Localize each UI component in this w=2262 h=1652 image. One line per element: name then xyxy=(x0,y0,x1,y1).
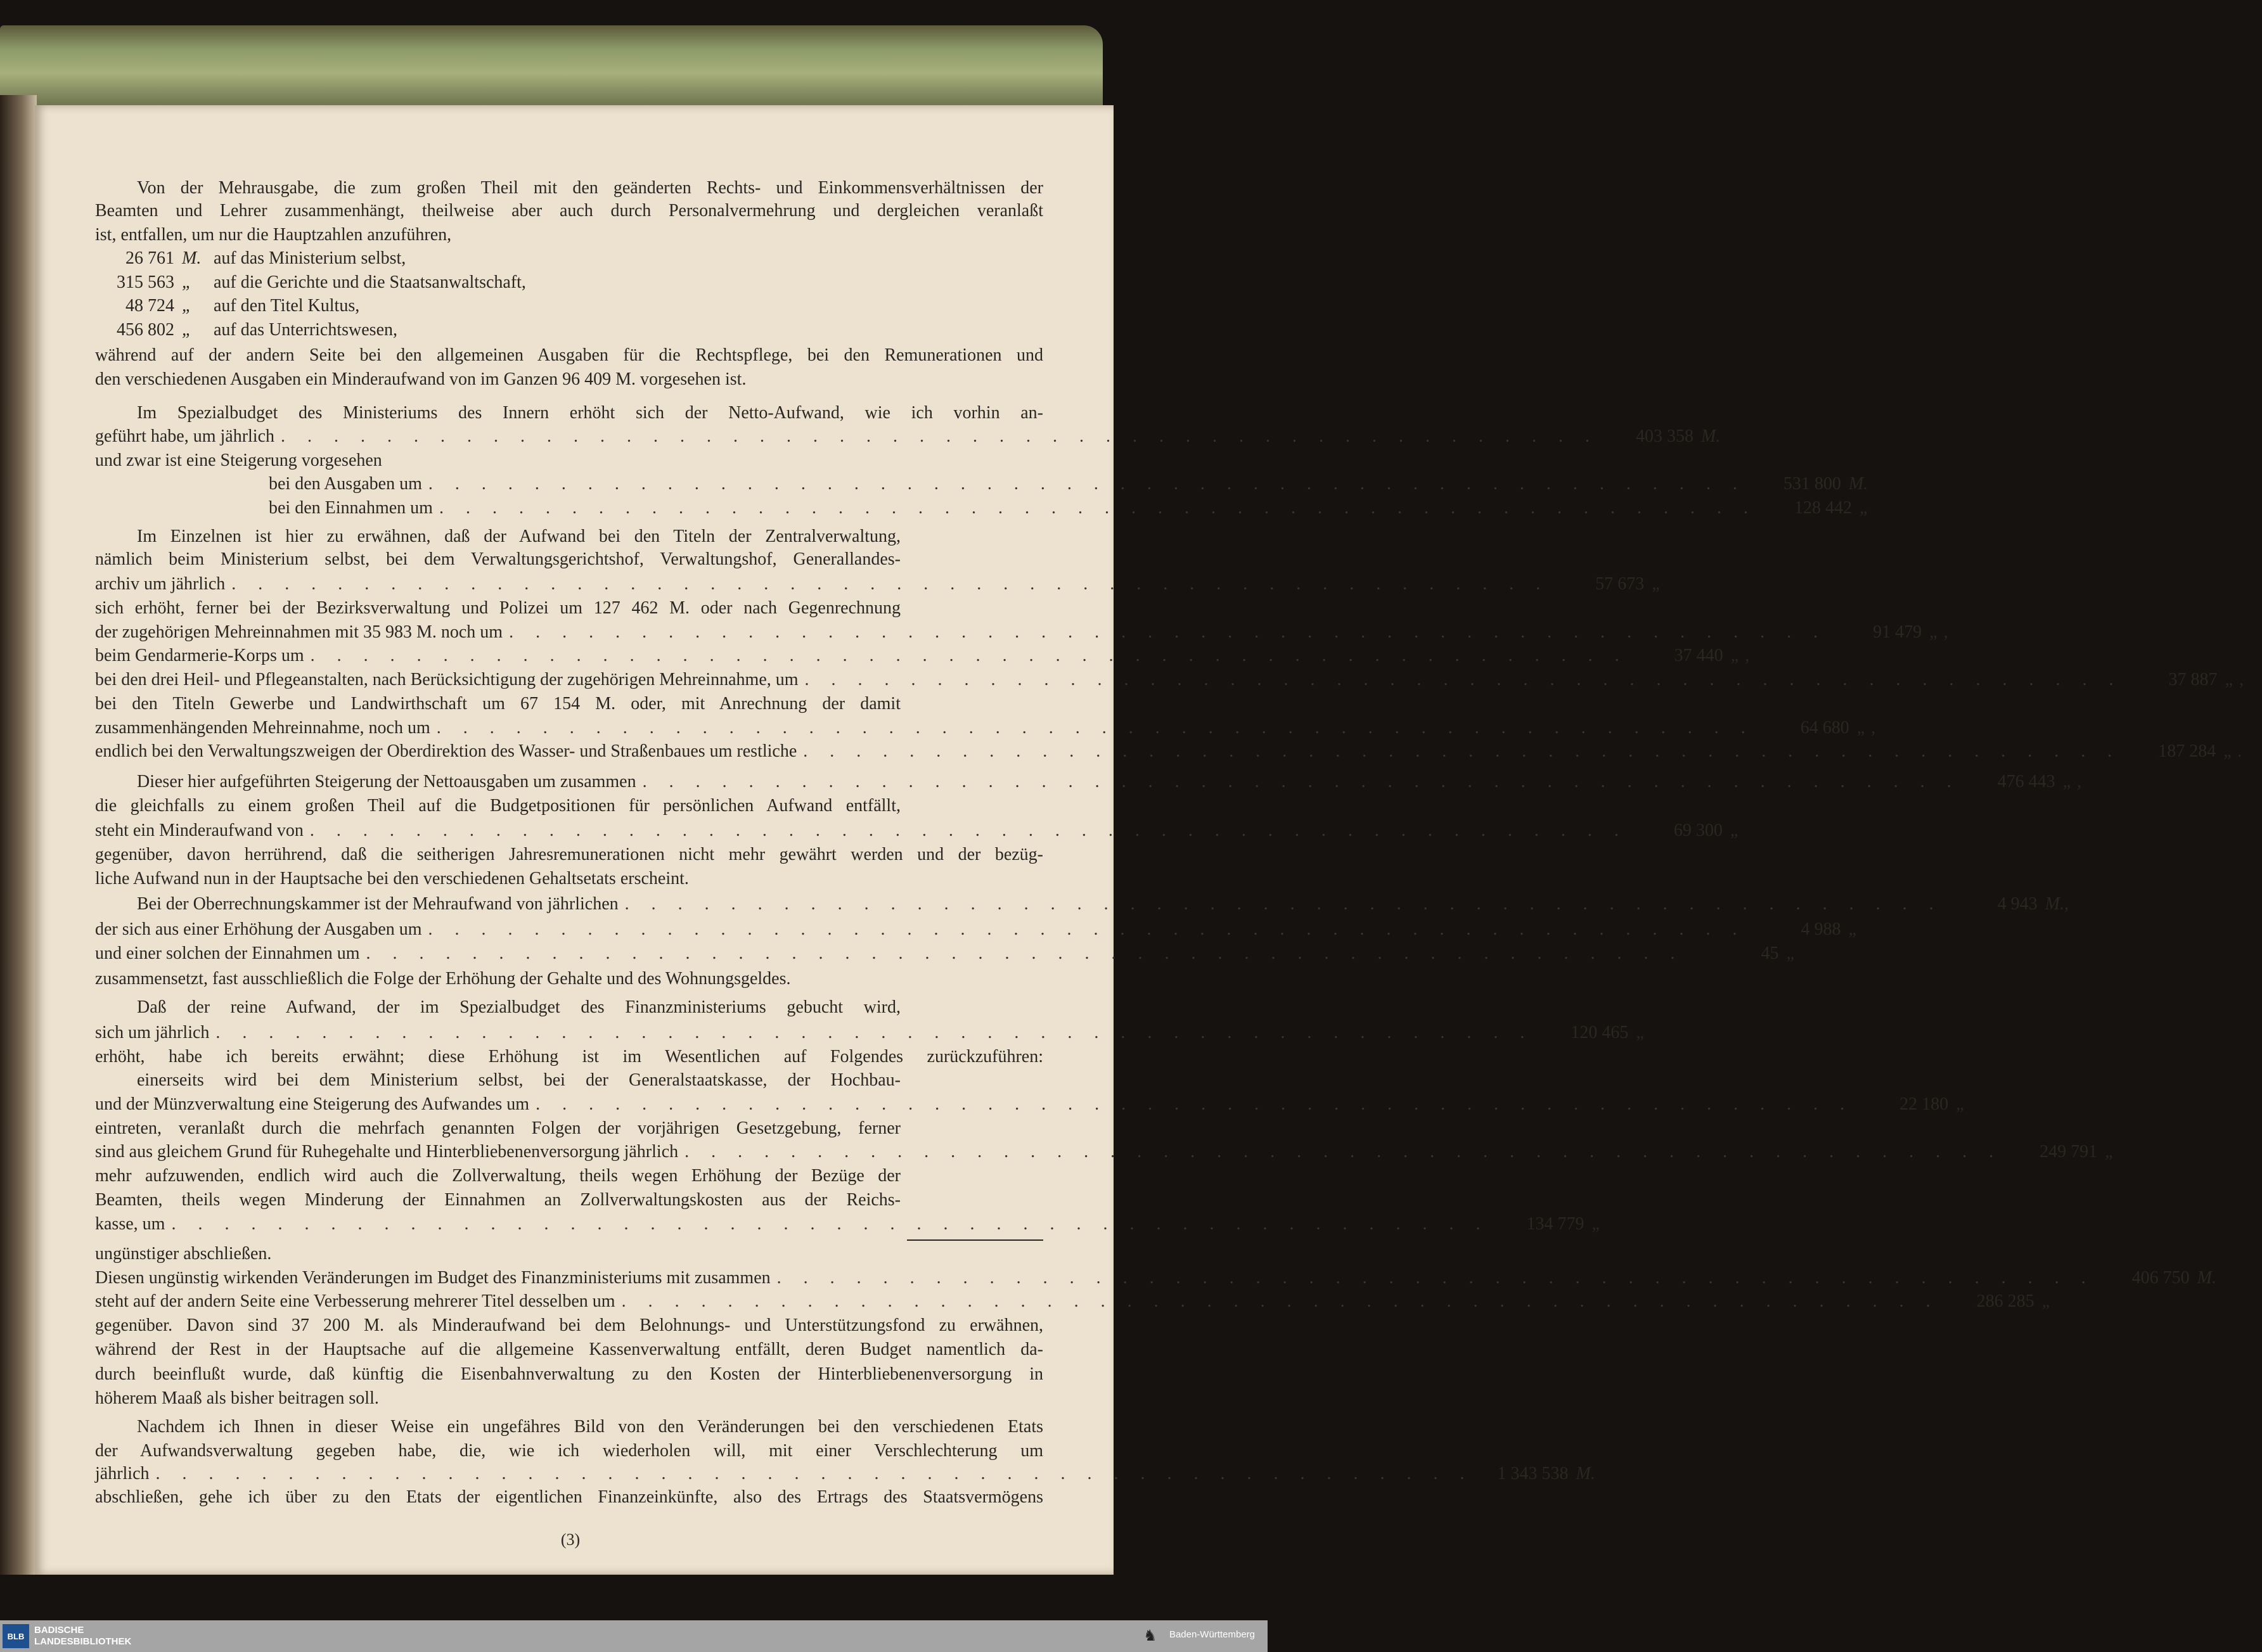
text-line xyxy=(137,527,901,549)
amount-value: 286 285 xyxy=(1976,1291,2034,1311)
text-line xyxy=(95,1364,1043,1387)
text-line xyxy=(269,473,1868,497)
line-text: erhöht, habe ich bereits erwähnt; diese Erhöhung ist im Wesentlichen auf Folgendes zurückzuführen: xyxy=(95,1047,1043,1067)
dot-leader: . . . . . . . . . . . . . . . . . . . . . . . . . . . . . . . . . . . . . . . . . . . . . . . . . . xyxy=(439,497,1757,518)
text-line xyxy=(95,549,901,572)
dot-leader: . . . . . . . . . . . . . . . . . . . . . . . . . . . . . . . . . . . . . . . . . . . . . . . . . . xyxy=(509,622,1827,643)
line-text: Daß der reine Aufwand, der im Spezialbudget des Finanzministeriums gebucht wird, xyxy=(137,997,901,1017)
line-text: und der Münzverwaltung eine Steigerung des Aufwandes um xyxy=(95,1094,530,1114)
text-line xyxy=(95,1190,901,1213)
amount-value: 48 724 xyxy=(125,295,174,316)
text-line xyxy=(95,669,2244,693)
line-text: nämlich beim Ministerium selbst, bei dem Verwaltungsgerichtshof, Verwaltungshof, Generallandes- xyxy=(95,549,901,570)
text-line xyxy=(137,997,901,1020)
line-text: geführt habe, um jährlich xyxy=(95,426,275,446)
text-line xyxy=(95,1340,1043,1362)
text-line xyxy=(95,451,1043,473)
line-text: bei den Ausgaben um xyxy=(269,473,422,494)
line-text: Von der Mehrausgabe, die zum großen Theil mit den geänderten Rechts- und Einkommensverhältnissen der xyxy=(137,177,1043,198)
amount-value: 1 343 538 xyxy=(1497,1464,1569,1484)
amount-value: 69 300 xyxy=(1673,820,1723,840)
currency-unit: „ . xyxy=(2223,741,2242,761)
text-line xyxy=(95,969,1043,992)
currency-unit: „ xyxy=(1730,820,1740,840)
text-line xyxy=(95,820,1740,843)
line-text: abschließen, gehe ich über zu den Etats der eigentlichen Finanzeinkünfte, also des Ertrags des Staatsvermögens xyxy=(95,1487,1043,1508)
text-line xyxy=(95,598,901,621)
line-text: steht auf der andern Seite eine Verbesserung mehrerer Titel desselben um xyxy=(95,1291,615,1311)
text-line xyxy=(137,1417,1043,1440)
currency-unit: „ xyxy=(182,320,192,340)
line-text: eintreten, veranlaßt durch die mehrfach genannten Folgen der vorjährigen Gesetzgebung, ferner xyxy=(95,1118,901,1139)
currency-unit: M. xyxy=(1701,426,1721,446)
dot-leader: . . . . . . . . . . . . . . . . . . . . . . . . . . . . . . . . . . . . . . . . . . . . . . . . . . xyxy=(804,669,2123,689)
currency-unit: „ , xyxy=(2062,772,2082,792)
state-name[interactable]: Baden-Württemberg xyxy=(1169,1629,1255,1640)
currency-unit: „ xyxy=(2105,1141,2115,1162)
amount-value: 403 358 xyxy=(1636,426,1694,446)
amount-value: 4 988 xyxy=(1801,919,1841,939)
currency-unit: „ xyxy=(182,295,192,316)
text-line xyxy=(95,1094,1966,1117)
amount-value: 456 802 xyxy=(117,320,174,340)
amount-value: 249 791 xyxy=(2040,1141,2098,1162)
line-text: bei den Einnahmen um xyxy=(269,497,433,518)
amount-value: 120 465 xyxy=(1571,1022,1629,1042)
text-line xyxy=(95,944,1797,966)
text-line xyxy=(95,1244,1043,1267)
dot-leader: . . . . . . . . . . . . . . . . . . . . . . . . . . . . . . . . . . . . . . . . . . . . . . . . . . xyxy=(310,645,1628,665)
text-line xyxy=(137,772,2082,795)
line-text: auf das Unterrichtswesen, xyxy=(214,320,398,340)
amount-value: 315 563 xyxy=(117,272,174,293)
dot-leader: . . . . . . . . . . . . . . . . . . . . . . . . . . . . . . . . . . . . . . . . . . . . . . . . . . xyxy=(366,944,1684,964)
text-line xyxy=(95,1141,2115,1165)
amount-value: 476 443 xyxy=(1997,772,2055,792)
dot-leader: . . . . . . . . . . . . . . . . . . . . . . . . . . . . . . . . . . . . . . . . . . . . . . . . . . xyxy=(624,894,1943,914)
text-line xyxy=(95,1268,2216,1291)
text-line xyxy=(95,718,1876,741)
dot-leader: . . . . . . . . . . . . . . . . . . . . . . . . . . . . . . . . . . . . . . . . . . . . . . . . . . xyxy=(155,1464,1474,1484)
line-text: auf den Titel Kultus, xyxy=(214,295,360,316)
line-text: Beamten, theils wegen Minderung der Einnahmen an Zollverwaltungskosten aus der Reichs- xyxy=(95,1190,901,1210)
currency-unit: „ , xyxy=(1929,622,1948,643)
line-text: der Aufwandsverwaltung gegeben habe, die, wie ich wiederholen will, mit einer Verschlechterung um xyxy=(95,1440,1043,1461)
line-text: endlich bei den Verwaltungszweigen der Oberdirektion des Wasser- und Straßenbaues um restliche xyxy=(95,741,797,761)
currency-unit: „ xyxy=(2041,1291,2052,1311)
text-line xyxy=(137,894,2069,917)
line-text: und zwar ist eine Steigerung vorgesehen xyxy=(95,451,382,471)
line-text: der zugehörigen Mehreinnahmen mit 35 983 M. noch um xyxy=(95,622,503,643)
line-text: Nachdem ich Ihnen in dieser Weise ein ungefähres Bild von den Veränderungen bei den verschiedenen Etats xyxy=(137,1416,1043,1437)
line-text: die gleichfalls zu einem großen Theil auf die Budgetpositionen für persönlichen Aufwand entfällt, xyxy=(95,796,901,816)
page-number: (3) xyxy=(560,1530,581,1549)
line-text: sind aus gleichem Grund für Ruhegehalte und Hinterbliebenenversorgung jährlich xyxy=(95,1141,679,1162)
text-line xyxy=(95,225,1043,248)
text-line xyxy=(95,1291,2052,1314)
line-text: Diesen ungünstig wirkenden Veränderungen im Budget des Finanzministeriums mit zusammen xyxy=(95,1268,771,1288)
text-line xyxy=(89,296,1037,319)
line-text: Im Einzelnen ist hier zu erwähnen, daß der Aufwand bei den Titeln der Zentralverwaltung, xyxy=(137,526,901,546)
line-text: auf das Ministerium selbst, xyxy=(214,248,406,268)
currency-unit: „ , xyxy=(1730,645,1750,665)
text-line xyxy=(95,694,901,717)
text-line xyxy=(95,622,1948,645)
text-line xyxy=(95,345,1043,368)
line-text: gegenüber. Davon sind 37 200 M. als Minderaufwand bei dem Belohnungs- und Unterstützungsfond zu erwähnen, xyxy=(95,1316,1043,1336)
line-text: einerseits wird bei dem Ministerium selbst, bei der Generalstaatskasse, der Hochbau- xyxy=(137,1070,901,1090)
amount-value: 4 943 xyxy=(1997,894,2038,914)
line-text: sich erhöht, ferner bei der Bezirksverwaltung und Polizei um 127 462 M. oder nach Gegenrechnung xyxy=(95,598,901,618)
currency-unit: M. xyxy=(182,248,202,268)
text-line xyxy=(95,573,1662,597)
dot-leader: . . . . . . . . . . . . . . . . . . . . . . . . . . . . . . . . . . . . . . . . . . . . . . . . . . xyxy=(215,1022,1534,1042)
library-name-line1: BADISCHE xyxy=(34,1625,84,1636)
footer-bar xyxy=(0,1620,1268,1652)
line-text: während der Rest in der Hauptsache auf die allgemeine Kassenverwaltung entfällt, deren Budget namentlich da- xyxy=(95,1340,1043,1360)
line-text: mehr aufzuwenden, endlich wird auch die Zollverwaltung, theils wegen Erhöhung der Bezüge der xyxy=(95,1166,901,1186)
blb-logo[interactable]: BLB xyxy=(3,1624,29,1648)
text-line xyxy=(95,796,901,819)
dot-leader: . . . . . . . . . . . . . . . . . . . . . . . . . . . . . . . . . . . . . . . . . . . . . . . . . . xyxy=(428,919,1746,939)
line-text: jährlich xyxy=(95,1464,150,1484)
text-line xyxy=(95,1464,1595,1487)
text-line xyxy=(269,497,1870,521)
amount-value: 187 284 xyxy=(2158,741,2216,761)
amount-value: 91 479 xyxy=(1873,622,1922,643)
text-line xyxy=(95,1441,1043,1464)
line-text: durch beeinflußt wurde, daß künftig die Eisenbahnverwaltung zu den Kosten der Hinterbliebenenversorgung in xyxy=(95,1364,1043,1384)
amount-value: 128 442 xyxy=(1794,497,1852,518)
amount-value: 37 887 xyxy=(2168,669,2218,689)
amount-value: 406 750 xyxy=(2131,1268,2190,1288)
amount-value: 37 440 xyxy=(1674,645,1723,665)
line-text: gegenüber, davon herrührend, daß die seitherigen Jahresremunerationen nicht mehr gewährt werden und der bezüg- xyxy=(95,844,1043,864)
line-text: sich um jährlich xyxy=(95,1022,210,1042)
line-text: ungünstiger abschließen. xyxy=(95,1244,272,1264)
text-line xyxy=(95,919,1859,942)
line-text: den verschiedenen Ausgaben ein Minderaufwand von im Ganzen 96 409 M. vorgesehen ist. xyxy=(95,369,747,390)
amount-value: 134 779 xyxy=(1526,1214,1584,1234)
dot-leader: . . . . . . . . . . . . . . . . . . . . . . . . . . . . . . . . . . . . . . . . . . . . . . . . . . xyxy=(231,573,1550,594)
text-line xyxy=(95,869,1043,892)
text-line xyxy=(95,1047,1043,1070)
currency-unit: M. xyxy=(2197,1268,2216,1288)
dot-leader: . . . . . . . . . . . . . . . . . . . . . . . . . . . . . . . . . . . . . . . . . . . . . . . . . . xyxy=(776,1268,2095,1288)
library-name xyxy=(34,1625,131,1648)
line-text: Bei der Oberrechnungskammer ist der Mehraufwand von jährlichen xyxy=(137,894,619,914)
dot-leader: . . . . . . . . . . . . . . . . . . . . . . . . . . . . . . . . . . . . . . . . . . . . . . . . . . xyxy=(171,1214,1489,1234)
text-line xyxy=(95,1316,1043,1338)
line-text: höherem Maaß als bisher beitragen soll. xyxy=(95,1388,379,1408)
currency-unit: M. xyxy=(1576,1464,1595,1484)
text-line xyxy=(95,426,1721,449)
text-line xyxy=(95,1166,901,1189)
line-text: steht ein Minderaufwand von xyxy=(95,820,304,840)
line-text: und einer solchen der Einnahmen um xyxy=(95,944,360,964)
text-line xyxy=(89,272,1037,295)
dot-leader: . . . . . . . . . . . . . . . . . . . . . . . . . . . . . . . . . . . . . . . . . . . . . . . . . . xyxy=(281,426,1599,446)
amount-value: 22 180 xyxy=(1899,1094,1949,1114)
currency-unit: „ xyxy=(1859,497,1870,518)
currency-unit: „ , xyxy=(2225,669,2244,689)
text-line xyxy=(137,178,1043,201)
currency-unit: „ xyxy=(1956,1094,1966,1114)
currency-unit: M. xyxy=(1848,473,1868,494)
amount-value: 64 680 xyxy=(1800,718,1849,738)
text-line xyxy=(95,1388,1043,1411)
text-line xyxy=(95,1487,1043,1510)
line-text: bei den drei Heil- und Pflegeanstalten, nach Berücksichtigung der zugehörigen Mehreinnahme, um xyxy=(95,669,799,689)
book-top-edge xyxy=(0,25,1103,105)
line-text: auf die Gerichte und die Staatsanwaltschaft, xyxy=(214,272,526,293)
currency-unit: „ xyxy=(1636,1022,1646,1042)
text-line xyxy=(95,1118,901,1141)
currency-unit: „ xyxy=(1786,944,1797,964)
line-text: liche Aufwand nun in der Hauptsache bei den verschiedenen Gehaltsetats erscheint. xyxy=(95,869,689,889)
dot-leader: . . . . . . . . . . . . . . . . . . . . . . . . . . . . . . . . . . . . . . . . . . . . . . . . . . xyxy=(803,741,2121,761)
text-line xyxy=(89,248,1037,271)
amount-value: 57 673 xyxy=(1595,573,1645,594)
text-line xyxy=(137,403,1043,426)
currency-unit: „ xyxy=(1652,573,1662,594)
line-text: zusammenhängenden Mehreinnahme, noch um xyxy=(95,718,430,738)
amount-value: 26 761 xyxy=(125,248,174,268)
dot-leader: . . . . . . . . . . . . . . . . . . . . . . . . . . . . . . . . . . . . . . . . . . . . . . . . . . xyxy=(621,1291,1939,1311)
line-text: ist, entfallen, um nur die Hauptzahlen anzuführen, xyxy=(95,225,452,245)
text-line xyxy=(95,201,1043,224)
library-name-line2: LANDESBIBLIOTHEK xyxy=(34,1636,132,1647)
state-lion-icon: ♞ xyxy=(1143,1628,1157,1644)
line-text: kasse, um xyxy=(95,1214,165,1234)
line-text: Beamten und Lehrer zusammenhängt, theilweise aber auch durch Personalvermehrung und dergleichen veranlaßt xyxy=(95,201,1043,221)
dot-leader: . . . . . . . . . . . . . . . . . . . . . . . . . . . . . . . . . . . . . . . . . . . . . . . . . . xyxy=(309,820,1628,840)
dot-leader: . . . . . . . . . . . . . . . . . . . . . . . . . . . . . . . . . . . . . . . . . . . . . . . . . . xyxy=(684,1141,2003,1162)
currency-unit: „ , xyxy=(1856,718,1876,738)
dot-leader: . . . . . . . . . . . . . . . . . . . . . . . . . . . . . . . . . . . . . . . . . . . . . . . . . . xyxy=(536,1094,1854,1114)
text-line xyxy=(89,320,1037,343)
line-text: der sich aus einer Erhöhung der Ausgaben um xyxy=(95,919,422,939)
text-line xyxy=(95,845,1043,868)
currency-unit: „ xyxy=(182,272,192,293)
currency-unit: M., xyxy=(2045,894,2069,914)
left-page-edge xyxy=(0,95,37,1575)
text-line xyxy=(95,1022,1646,1046)
currency-unit: „ xyxy=(1591,1214,1602,1234)
text-line xyxy=(95,645,1750,669)
currency-unit: „ xyxy=(1848,919,1859,939)
line-text: bei den Titeln Gewerbe und Landwirthschaft um 67 154 M. oder, mit Anrechnung der damit xyxy=(95,694,901,714)
line-text: zusammensetzt, fast ausschließlich die Folge der Erhöhung der Gehalte und des Wohnungsgeldes. xyxy=(95,969,791,989)
dot-leader: . . . . . . . . . . . . . . . . . . . . . . . . . . . . . . . . . . . . . . . . . . . . . . . . . . xyxy=(428,473,1746,494)
line-text: archiv um jährlich xyxy=(95,573,226,594)
text-line xyxy=(95,1214,1602,1237)
sum-rule xyxy=(907,1239,1043,1241)
text-line xyxy=(95,369,1043,392)
dot-leader: . . . . . . . . . . . . . . . . . . . . . . . . . . . . . . . . . . . . . . . . . . . . . . . . . . xyxy=(436,718,1754,738)
line-text: während auf der andern Seite bei den allgemeinen Ausgaben für die Rechtspflege, bei den Remunerationen und xyxy=(95,345,1043,365)
line-text: beim Gendarmerie-Korps um xyxy=(95,645,304,665)
line-text: Im Spezialbudget des Ministeriums des Innern erhöht sich der Netto-Aufwand, wie ich vorhin an- xyxy=(137,403,1043,423)
dot-leader: . . . . . . . . . . . . . . . . . . . . . . . . . . . . . . . . . . . . . . . . . . . . . . . . . . xyxy=(642,772,1960,792)
amount-value: 531 800 xyxy=(1783,473,1841,494)
text-line xyxy=(137,1070,901,1093)
text-line xyxy=(95,741,2242,764)
line-text: Dieser hier aufgeführten Steigerung der Nettoausgaben um zusammen xyxy=(137,772,636,792)
amount-value: 45 xyxy=(1761,944,1779,964)
